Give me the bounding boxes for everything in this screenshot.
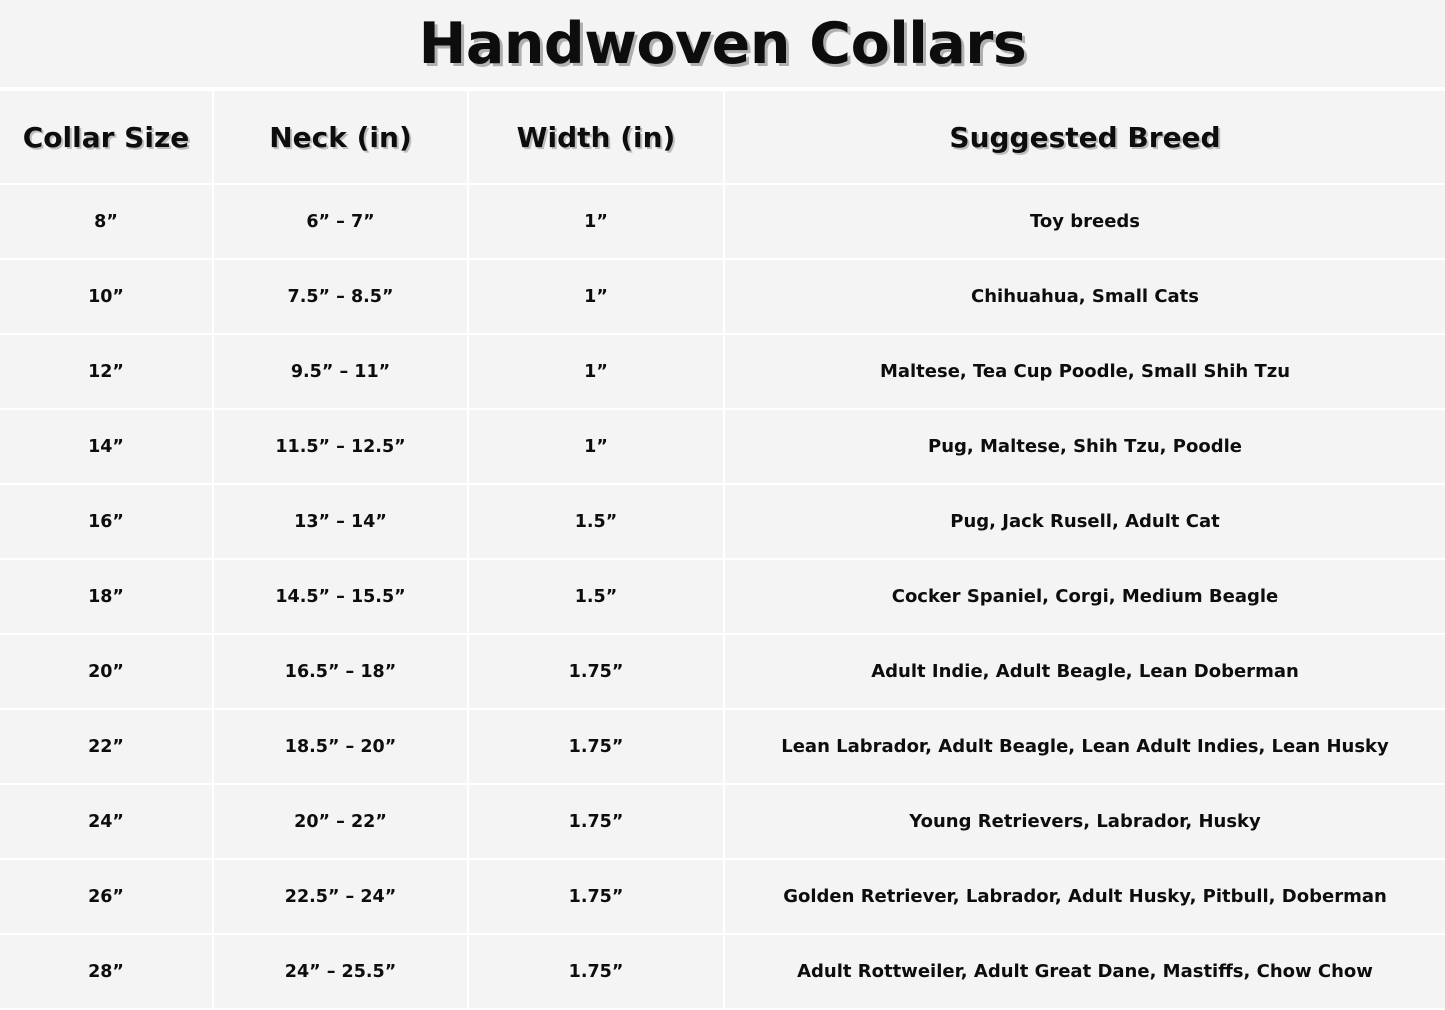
cell-breed: Maltese, Tea Cup Poodle, Small Shih Tzu xyxy=(724,334,1445,409)
table-row xyxy=(0,259,1445,334)
cell-width: 1.75” xyxy=(468,709,724,784)
column-header-width: Width (in) xyxy=(468,90,724,184)
table-row xyxy=(0,709,1445,784)
cell-breed: Pug, Jack Rusell, Adult Cat xyxy=(724,484,1445,559)
cell-collar-size: 16” xyxy=(0,484,213,559)
column-header-collar-size: Collar Size xyxy=(0,90,213,184)
cell-breed: Adult Indie, Adult Beagle, Lean Doberman xyxy=(724,634,1445,709)
cell-width: 1.75” xyxy=(468,934,724,1009)
table-row xyxy=(0,559,1445,634)
table-header-row xyxy=(0,90,1445,184)
table-row xyxy=(0,184,1445,259)
cell-width: 1” xyxy=(468,409,724,484)
cell-breed: Pug, Maltese, Shih Tzu, Poodle xyxy=(724,409,1445,484)
cell-neck: 22.5” – 24” xyxy=(213,859,468,934)
cell-breed: Chihuahua, Small Cats xyxy=(724,259,1445,334)
cell-neck: 20” – 22” xyxy=(213,784,468,859)
table-header xyxy=(0,90,1445,184)
cell-breed: Toy breeds xyxy=(724,184,1445,259)
cell-breed: Lean Labrador, Adult Beagle, Lean Adult Indies, Lean Husky xyxy=(724,709,1445,784)
table-row xyxy=(0,409,1445,484)
cell-width: 1.75” xyxy=(468,859,724,934)
cell-collar-size: 12” xyxy=(0,334,213,409)
cell-width: 1” xyxy=(468,184,724,259)
cell-neck: 13” – 14” xyxy=(213,484,468,559)
table-row xyxy=(0,334,1445,409)
cell-neck: 11.5” – 12.5” xyxy=(213,409,468,484)
table-row xyxy=(0,634,1445,709)
cell-collar-size: 28” xyxy=(0,934,213,1009)
cell-collar-size: 18” xyxy=(0,559,213,634)
cell-neck: 9.5” – 11” xyxy=(213,334,468,409)
cell-breed: Adult Rottweiler, Adult Great Dane, Mastiffs, Chow Chow xyxy=(724,934,1445,1009)
cell-neck: 24” – 25.5” xyxy=(213,934,468,1009)
cell-collar-size: 22” xyxy=(0,709,213,784)
table-row xyxy=(0,784,1445,859)
cell-breed: Young Retrievers, Labrador, Husky xyxy=(724,784,1445,859)
table-row xyxy=(0,484,1445,559)
cell-breed: Golden Retriever, Labrador, Adult Husky, Pitbull, Doberman xyxy=(724,859,1445,934)
cell-width: 1.5” xyxy=(468,559,724,634)
collar-size-table xyxy=(0,89,1445,1010)
cell-collar-size: 10” xyxy=(0,259,213,334)
cell-collar-size: 20” xyxy=(0,634,213,709)
column-header-suggested-breed: Suggested Breed xyxy=(724,90,1445,184)
cell-width: 1.5” xyxy=(468,484,724,559)
cell-breed: Cocker Spaniel, Corgi, Medium Beagle xyxy=(724,559,1445,634)
cell-neck: 6” – 7” xyxy=(213,184,468,259)
cell-width: 1.75” xyxy=(468,634,724,709)
cell-width: 1” xyxy=(468,259,724,334)
cell-neck: 16.5” – 18” xyxy=(213,634,468,709)
column-header-neck: Neck (in) xyxy=(213,90,468,184)
table-row xyxy=(0,934,1445,1009)
cell-neck: 14.5” – 15.5” xyxy=(213,559,468,634)
table-body xyxy=(0,184,1445,1009)
cell-neck: 18.5” – 20” xyxy=(213,709,468,784)
cell-collar-size: 26” xyxy=(0,859,213,934)
page-title: Handwoven Collars xyxy=(418,10,1027,77)
cell-width: 1.75” xyxy=(468,784,724,859)
table-row xyxy=(0,859,1445,934)
cell-collar-size: 24” xyxy=(0,784,213,859)
cell-width: 1” xyxy=(468,334,724,409)
cell-collar-size: 14” xyxy=(0,409,213,484)
cell-collar-size: 8” xyxy=(0,184,213,259)
title-bar xyxy=(0,0,1445,89)
cell-neck: 7.5” – 8.5” xyxy=(213,259,468,334)
